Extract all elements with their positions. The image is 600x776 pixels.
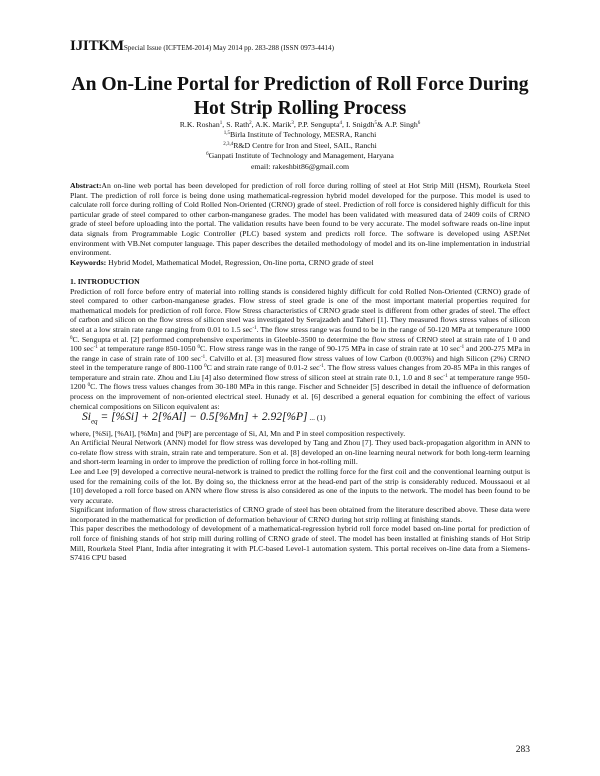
intro-paragraph-4: Lee and Lee [9] developed a corrective neural-network is trained to predict the rolling force for the first coil and the conventional learning output is used for the remaining coils of the lot. By doing so, the thickness error at the head-end part of the strip is considerably reduced. Moussaoui et al [10] developed a roll force based on ANN where flow stress is also considered as one of the inputs to the network. The model has been found to be very accurate. [70, 466, 530, 505]
journal-issue: Special Issue (ICFTEM-2014) May 2014 pp. 283-288 (ISSN 0973-4414) [123, 44, 335, 52]
keywords-label: Keywords: [70, 257, 107, 267]
journal-brand: IJITKM [70, 38, 124, 54]
author-4: P.P. Sengupta$^4$, [297, 120, 346, 129]
author-1: R.K. Roshan$^1$, [179, 120, 227, 129]
affiliation-1: $^{1,5}$Birla Institute of Technology, MESRA, Ranchi [223, 130, 377, 140]
intro-paragraph-3: An Artificial Neural Network (ANN) model for flow stress was developed by Tang and Zhou [7]. They used back-propagation algorithm in ANN to co-relate flow stress with strain, strain rate and temperature. Son et al. [8] developed an on-line learning neural network for both long-term learning and short-term learning in order to improve the prediction of rolling force in hot-rolling mill. [70, 438, 530, 467]
section-heading: 1. INTRODUCTION [70, 276, 140, 286]
author-6: A.P. Singh$^6$ [384, 120, 421, 129]
page-number: 283 [515, 745, 530, 755]
intro-paragraph-6: This paper describes the methodology of development of a mathematical-regression hybrid roll force model based on-line portal for prediction of roll force of finishing stands of hot strip mill during rolling of CRNO grade of steel. The model has been installed at finishing stands of Hot Strip Mill, Rourkela Steel Plant, India after integrating it with PLC-based Level-1 automation system. This portal receives on-line data from a Siemens-S7416 CPU based [70, 524, 530, 563]
affiliation-2: $^{2,3,4}$R&D Centre for Iron and Steel, SAIL, Ranchi [223, 140, 377, 150]
author-2: S. Rath$^2$, [226, 120, 256, 129]
paper-body [70, 181, 530, 563]
author-email: email: rakeshbit86@gmail.com [250, 161, 350, 171]
paper-title [40, 73, 560, 121]
keywords [70, 258, 530, 268]
abstract-label: Abstract: [70, 181, 102, 190]
equation-si-eq: $Si_{eq} = [\%Si] + 2[\%Al] - 0.5[\%Mn] + 2.92[\%P]$ ... (1) [82, 411, 326, 426]
author-names [60, 120, 540, 130]
author-block [60, 120, 540, 172]
intro-paragraph-1: Prediction of roll force before entry of material into rolling stands is considered highly difficult for cold Rolled Non-Oriented (CRNO) grade of steel compared to other carbon-manganese grades. Flow stress of steel grade is one of the most important material properties required for mathematical models for prediction of roll force. Flow Stress characteristics of CRNO grade steel is different from other grades of steel. The effect of carbon and silicon on the flow stress of silicon steel was investigated by Serajzadeh and Taheri [1]. They measured flows stress values of silicon steel at a low strain rate range ranging from 0.01 to 1.5 $\sec^{-1}$. The flow stress range was found to be in the range of 50-120 MPa at temperature 1000 $^0$C. Sengupta et al. [2] performed comprehensive experiments in Gleeble-3500 to determine the flow stress of CRNO steel at strain rate of 1 0 and 100 $\sec^{-1}$ at temperature range 850-1050 $^0$C. Flow stress range was in the range of 90-175 MPa in case of strain rate at 10 $\sec^{-1}$ and 200-275 MPa in the range in case of strain rate of 100 $\sec^{-1}$. Calvillo et al. [3] measured flow stress values of low Carbon (0.003%) and high Silicon (2%) CRNO steel in the temperature range of 800-1100 $^0$C and strain rate range of 0.01-2 $\sec^{-1}$. The flow stress values changes from 20-85 MPa in this ranges of temperature and strain rate. Zhou and Liu [4] also determined flow stress of silicon steel at strain rate 0.1, 1.0 and 8 $\sec^{-1}$ at temperature range 950-1200 $^0$C. The flows tress values changes from 30-180 MPa in this range. Fischer and Schneider [5] described in detail the influence of deformation process on the improvement of non-oriented electrical steel. Hunady et al. [6] described a general equation for combining the effect of various chemical compositions on Silicon equivalent as: [70, 286, 531, 411]
journal-header [70, 38, 334, 55]
abstract [70, 181, 530, 258]
affiliation-3: $^6$Ganpati Institute of Technology and Management, Haryana [206, 151, 394, 161]
intro-paragraph-2: where, [%Si], [%Al], [%Mn] and [%P] are percentage of Si, Al, Mn and P in steel composition respectively. [70, 428, 406, 438]
title-line-1: An On-Line Portal for Prediction of Roll Force During [71, 74, 529, 95]
author-5: I. Snigdh$^5$& [345, 120, 385, 129]
abstract-text: An on-line web portal has been developed for prediction of roll force during rolling of steel at Hot Strip Mill (HSM), Rourkela Steel Plant. The prediction of roll force is being done using mathematical-regression hybrid model developed for the purpose. This model is used to calculate roll force during rolling of Cold Rolled Non-Oriented (CRNO) grade of steel. Prediction of roll force is considered highly difficult for this particular grade of steel compared to other carbon-manganese grades. The model has been validated with measured data of 2409 coils of CRNO grade of steel before uploading into the portal. The validation results have been found to be very accurate. The model software reads on-line input data signals from Programmable Logic Controller (PLC) based system and predicts roll force. The software is developed using ASP.Net environment with VB.Net computer language. This paper describes the detailed methodology of model and its on-line implementation in industrial environment. [70, 181, 530, 258]
title-line-2: Hot Strip Rolling Process [193, 98, 407, 119]
intro-paragraph-5: Significant information of flow stress characteristics of CRNO grade of steel has been obtained from the literature described above. These data were incorporated in the mathematical for prediction of deformation behaviour of CRNO during hot strip rolling at finishing stands. [70, 505, 530, 524]
author-3: A.K. Marik$^3$, [255, 120, 298, 129]
keywords-text: Hybrid Model, Mathematical Model, Regression, On-line porta, CRNO grade of steel [108, 257, 374, 267]
